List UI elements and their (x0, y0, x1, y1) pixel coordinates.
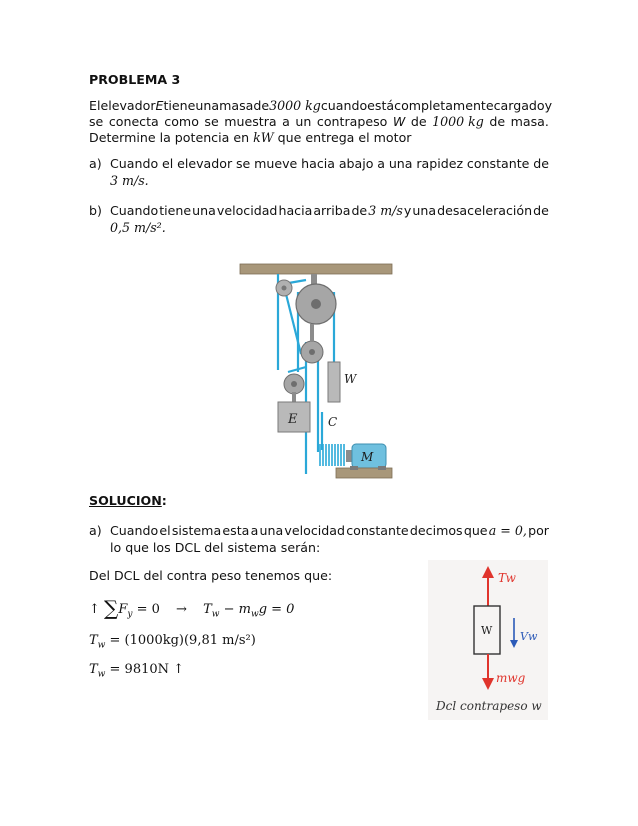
ceiling-beam (240, 264, 392, 274)
solution-a-marker: a) (89, 523, 102, 538)
solution-heading: SOLUCION: (89, 493, 167, 508)
statement-line-3: Determine la potencia en kW que entrega el motor (89, 130, 412, 145)
equation-sum-forces: ↑ $\sum F_y = 0 \to T_w - m_wg = 0$ (89, 596, 295, 620)
dcl-intro: Del DCL del contra peso tenemos que: (89, 568, 333, 583)
part-a-line-1: Cuando el elevador se mueve hacia abajo a una rapidez constante de (110, 156, 549, 171)
equation-tension-result: $T_w = 9810N$ ↑ (89, 662, 185, 680)
pulley-system-figure (238, 262, 394, 494)
label-c: C (328, 415, 338, 429)
part-b-line-2: 0,5 m/s². (110, 220, 166, 235)
statement-line-1: El elevador E tiene una masa de 3000 kg cuando está completamente cargado y (89, 98, 553, 113)
part-b-marker: b) (89, 203, 102, 218)
sketch-caption: Dcl contrapeso w (436, 699, 542, 713)
label-w-box: W (481, 624, 493, 637)
label-vw: Vw (520, 630, 538, 643)
part-a-line-2: 3 m/s. (110, 173, 149, 188)
label-m: M (361, 450, 374, 464)
label-mwg: mwg (496, 671, 526, 685)
statement-line-2: se conecta como se muestra a un contrapeso W de 1000 kg de masa. (89, 114, 549, 129)
counterweight-block (328, 362, 340, 402)
part-a-marker: a) (89, 156, 102, 171)
solution-a-line-2: lo que los DCL del sistema serán: (110, 540, 321, 555)
label-w: W (344, 372, 357, 386)
solution-a-line-1: Cuando el sistema esta a una velocidad constante decimos que a = 0, por (110, 523, 549, 538)
counterweight-fbd-sketch (428, 560, 548, 720)
label-e: E (288, 412, 298, 427)
label-tw: Tw (498, 571, 516, 585)
motor-drum-coils (320, 444, 344, 466)
equation-tension-product: $T_w = (1000kg)(9,81$ m/s²) (89, 633, 256, 651)
problem-title: PROBLEMA 3 (89, 72, 181, 87)
part-b-line-1: Cuando tiene una velocidad hacia arriba de 3 m/s y una desaceleración de (110, 203, 549, 218)
